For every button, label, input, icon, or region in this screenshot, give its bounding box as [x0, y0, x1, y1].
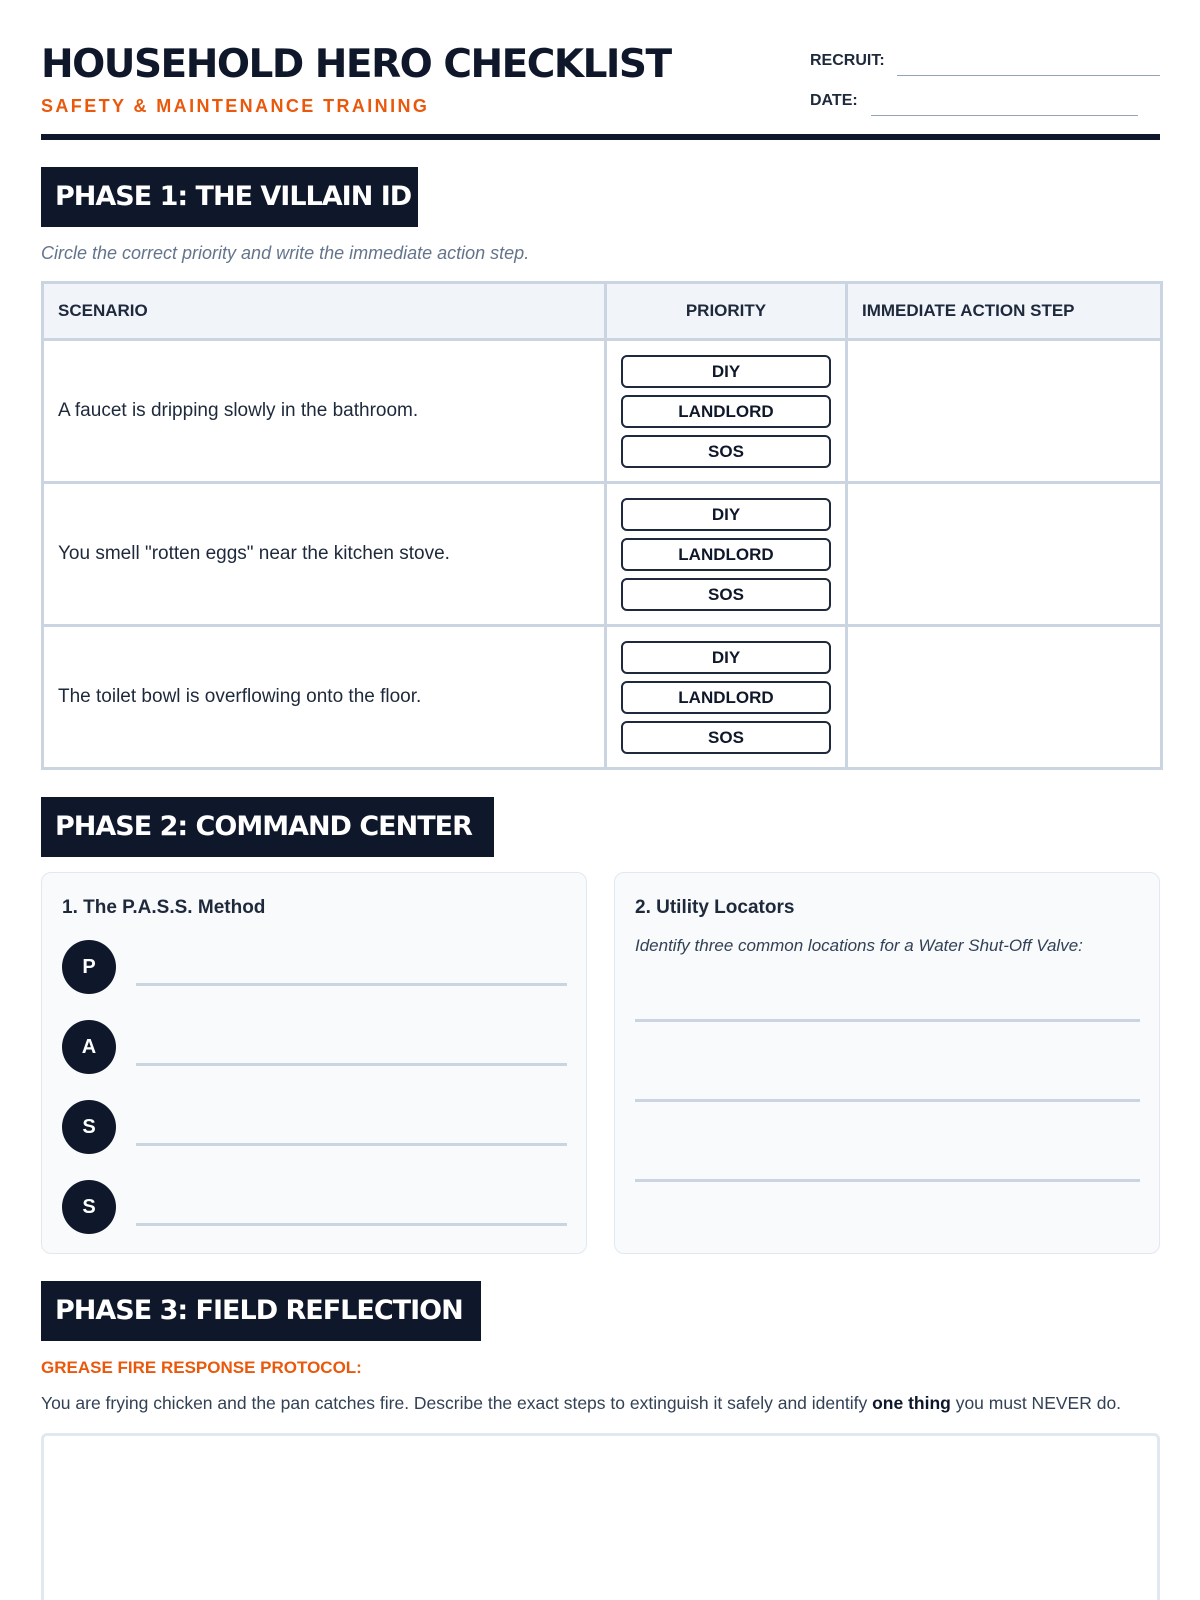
reflection-prompt	[41, 1393, 1121, 1414]
page-subtitle: SAFETY & MAINTENANCE TRAINING	[41, 96, 430, 116]
utility-answer-line-1[interactable]	[635, 1019, 1140, 1022]
reflection-answer-box[interactable]	[41, 1433, 1160, 1600]
scenario-cell: You smell "rotten eggs" near the kitchen stove.	[43, 483, 606, 626]
villain-id-table	[41, 281, 1163, 770]
utility-answer-line-2[interactable]	[635, 1099, 1140, 1102]
scenario-cell: A faucet is dripping slowly in the bathroom.	[43, 340, 606, 483]
phase3-banner: PHASE 3: FIELD REFLECTION	[41, 1281, 481, 1341]
utility-locators-card	[614, 872, 1160, 1254]
table-row	[43, 483, 1162, 626]
pass-letter-s2: S	[62, 1180, 116, 1234]
phase1-banner: PHASE 1: THE VILLAIN ID	[41, 167, 418, 227]
action-step-cell[interactable]	[847, 340, 1162, 483]
utility-answer-line-3[interactable]	[635, 1179, 1140, 1182]
priority-option-diy[interactable]: DIY	[621, 355, 831, 388]
date-field[interactable]	[871, 115, 1138, 116]
utility-locators-instruction: Identify three common locations for a Water Shut-Off Valve:	[635, 936, 1083, 955]
column-header-scenario: SCENARIO	[43, 283, 606, 340]
column-header-action-step: IMMEDIATE ACTION STEP	[847, 283, 1162, 340]
priority-option-landlord[interactable]: LANDLORD	[621, 395, 831, 428]
pass-answer-line-s2[interactable]	[136, 1223, 567, 1226]
prompt-text-start: You are frying chicken and the pan catches fire. Describe the exact steps to extinguish it safely and identify	[41, 1393, 873, 1413]
priority-option-sos[interactable]: SOS	[621, 721, 831, 754]
pass-answer-line-p[interactable]	[136, 983, 567, 986]
priority-option-sos[interactable]: SOS	[621, 578, 831, 611]
table-header-row	[43, 283, 1162, 340]
action-step-cell[interactable]	[847, 626, 1162, 769]
table-row	[43, 340, 1162, 483]
priority-cell	[606, 340, 847, 483]
protocol-label: GREASE FIRE RESPONSE PROTOCOL:	[41, 1358, 362, 1377]
page-title: HOUSEHOLD HERO CHECKLIST	[41, 42, 671, 87]
recruit-label: RECRUIT:	[810, 52, 885, 69]
scenario-cell: The toilet bowl is overflowing onto the floor.	[43, 626, 606, 769]
priority-cell	[606, 483, 847, 626]
table-row	[43, 626, 1162, 769]
pass-letter-p: P	[62, 940, 116, 994]
pass-method-title: 1. The P.A.S.S. Method	[62, 897, 266, 918]
worksheet-header	[41, 0, 1160, 140]
priority-option-landlord[interactable]: LANDLORD	[621, 681, 831, 714]
action-step-cell[interactable]	[847, 483, 1162, 626]
pass-letter-s1: S	[62, 1100, 116, 1154]
phase1-instruction: Circle the correct priority and write the immediate action step.	[41, 243, 530, 263]
priority-option-diy[interactable]: DIY	[621, 641, 831, 674]
pass-letter-a: A	[62, 1020, 116, 1074]
priority-option-sos[interactable]: SOS	[621, 435, 831, 468]
phase2-banner: PHASE 2: COMMAND CENTER	[41, 797, 494, 857]
priority-option-diy[interactable]: DIY	[621, 498, 831, 531]
priority-cell	[606, 626, 847, 769]
pass-method-card	[41, 872, 587, 1254]
pass-answer-line-s1[interactable]	[136, 1143, 567, 1146]
worksheet-page	[41, 0, 1160, 1600]
pass-answer-line-a[interactable]	[136, 1063, 567, 1066]
priority-option-landlord[interactable]: LANDLORD	[621, 538, 831, 571]
recruit-field[interactable]	[897, 75, 1160, 76]
prompt-text-end: you must NEVER do.	[950, 1393, 1122, 1413]
date-label: DATE:	[810, 92, 858, 109]
prompt-emphasis: one thing	[872, 1393, 951, 1413]
utility-locators-title: 2. Utility Locators	[635, 897, 795, 918]
column-header-priority: PRIORITY	[606, 283, 847, 340]
